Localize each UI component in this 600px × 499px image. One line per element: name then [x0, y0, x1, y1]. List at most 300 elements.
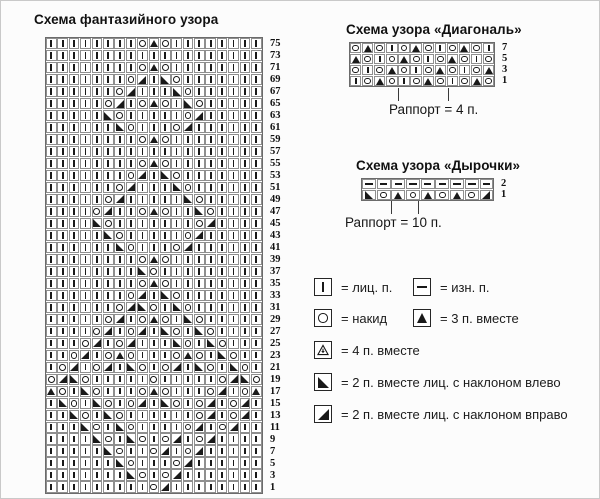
- knit-stitch-icon: [255, 316, 257, 323]
- cell-knit-stitch: [160, 266, 171, 277]
- knit-stitch-icon: [233, 124, 235, 131]
- cell-knit-stitch: [228, 134, 239, 145]
- cell-knit-stitch: [194, 266, 205, 277]
- knit-stitch-icon: [130, 148, 132, 155]
- cell-knit-stitch: [217, 86, 228, 97]
- cell-knit-stitch: [183, 266, 194, 277]
- dec-2-slant-left-icon: [173, 303, 181, 311]
- dec-2-slant-right-icon: [195, 447, 203, 455]
- yarn-over-icon: [162, 100, 169, 107]
- knit-stitch-icon: [176, 232, 178, 239]
- cell-knit-stitch: [80, 266, 91, 277]
- purl-stitch-icon: [453, 183, 461, 185]
- yarn-over-icon: [173, 328, 180, 335]
- cell-knit-stitch: [80, 230, 91, 241]
- knit-stitch-icon: [187, 472, 189, 479]
- knit-stitch-icon: [176, 256, 178, 263]
- knit-stitch-icon: [187, 268, 189, 275]
- cell-yarn-over: [137, 62, 148, 73]
- dec-2-slant-left-icon: [195, 327, 203, 335]
- cell-knit-stitch: [114, 362, 125, 373]
- dec-2-slant-left-icon: [195, 207, 203, 215]
- cell-knit-stitch: [160, 146, 171, 157]
- cell-knit-stitch: [126, 481, 137, 492]
- cell-knit-stitch: [92, 302, 103, 313]
- knit-stitch-icon: [73, 148, 75, 155]
- cell-dec-2-slant-left: [160, 290, 171, 301]
- cell-knit-stitch: [251, 410, 262, 421]
- cell-dec-2-slant-right: [126, 182, 137, 193]
- knit-stitch-icon: [62, 328, 64, 335]
- cell-knit-stitch: [57, 338, 68, 349]
- cell-knit-stitch: [205, 86, 216, 97]
- cell-knit-stitch: [137, 457, 148, 468]
- yarn-over-icon: [116, 304, 123, 311]
- cell-yarn-over: [171, 350, 182, 361]
- knit-3-together-icon: [150, 64, 158, 71]
- cell-knit-stitch: [228, 338, 239, 349]
- knit-stitch-icon: [62, 208, 64, 215]
- knit-stitch-icon: [153, 352, 155, 359]
- cell-knit-stitch: [46, 350, 57, 361]
- knit-stitch-icon: [233, 136, 235, 143]
- knit-stitch-icon: [233, 268, 235, 275]
- cell-knit-stitch: [160, 182, 171, 193]
- row-number: 41: [270, 241, 281, 253]
- cell-knit-stitch: [126, 445, 137, 456]
- cell-knit-stitch: [240, 230, 251, 241]
- yarn-over-icon: [116, 412, 123, 419]
- knit-stitch-icon: [198, 280, 200, 287]
- cell-knit-stitch: [149, 350, 160, 361]
- cell-yarn-over: [114, 230, 125, 241]
- knit-stitch-icon: [50, 280, 52, 287]
- knit-stitch-icon: [142, 88, 144, 95]
- cell-yarn-over: [362, 54, 373, 64]
- knit-stitch-icon: [62, 172, 64, 179]
- yarn-over-icon: [139, 472, 146, 479]
- cell-yarn-over: [160, 362, 171, 373]
- knit-stitch-icon: [488, 45, 490, 52]
- cell-knit-stitch: [69, 86, 80, 97]
- cell-knit-stitch: [149, 170, 160, 181]
- cell-knit-stitch: [217, 98, 228, 109]
- cell-knit-stitch: [183, 326, 194, 337]
- knit-stitch-icon: [198, 292, 200, 299]
- knit-stitch-icon: [142, 484, 144, 491]
- dec-2-slant-left-icon: [70, 411, 78, 419]
- legend-item-3together: [413, 309, 519, 327]
- knit-stitch-icon: [119, 484, 121, 491]
- cell-knit-stitch: [80, 62, 91, 73]
- cell-knit-stitch: [205, 350, 216, 361]
- cell-knit-stitch: [217, 206, 228, 217]
- cell-knit-stitch: [160, 86, 171, 97]
- cell-knit-stitch: [126, 206, 137, 217]
- row-number: 5: [270, 457, 276, 469]
- dec-2-slant-left-icon: [127, 435, 135, 443]
- cell-yarn-over: [171, 290, 182, 301]
- cell-dec-2-slant-left: [57, 398, 68, 409]
- yarn-over-icon: [196, 316, 203, 323]
- knit-stitch-icon: [176, 280, 178, 287]
- knit-stitch-icon: [119, 52, 121, 59]
- knit-stitch-icon: [62, 244, 64, 251]
- cell-yarn-over: [103, 98, 114, 109]
- knit-stitch-icon: [119, 148, 121, 155]
- knit-stitch-icon: [255, 328, 257, 335]
- yarn-over-icon: [185, 424, 192, 431]
- cell-knit-stitch: [92, 314, 103, 325]
- yarn-over-icon: [173, 76, 180, 83]
- cell-knit-stitch: [137, 218, 148, 229]
- yarn-over-icon: [468, 192, 475, 199]
- cell-knit-stitch: [217, 326, 228, 337]
- cell-yarn-over: [205, 386, 216, 397]
- knit-stitch-icon: [255, 136, 257, 143]
- cell-knit-stitch: [228, 445, 239, 456]
- dec-2-slant-right-icon: [173, 471, 181, 479]
- cell-knit-stitch: [251, 457, 262, 468]
- cell-knit-stitch: [171, 218, 182, 229]
- yarn-over-icon: [461, 78, 468, 85]
- knit-stitch-icon: [96, 196, 98, 203]
- knit-3-together-icon: [453, 192, 461, 199]
- yarn-over-icon: [219, 424, 226, 431]
- legend-label: = 3 п. вместе: [440, 310, 519, 326]
- knit-stitch-icon: [221, 124, 223, 131]
- cell-yarn-over: [374, 43, 385, 53]
- cell-knit-stitch: [46, 122, 57, 133]
- knit-stitch-icon: [233, 472, 235, 479]
- cell-knit-stitch: [137, 110, 148, 121]
- yarn-over-icon: [449, 67, 456, 74]
- cell-knit-stitch: [46, 146, 57, 157]
- cell-knit-stitch: [46, 338, 57, 349]
- cell-knit-stitch: [137, 350, 148, 361]
- row-number: 3: [502, 64, 508, 75]
- dec-2-slant-right-icon: [195, 423, 203, 431]
- yarn-over-icon: [230, 352, 237, 359]
- cell-knit-stitch: [350, 76, 361, 86]
- knit-stitch-icon: [96, 460, 98, 467]
- cell-dec-2-slant-left: [103, 410, 114, 421]
- cell-knit-stitch: [126, 158, 137, 169]
- cell-knit-stitch: [46, 206, 57, 217]
- knit-stitch-icon: [176, 136, 178, 143]
- knit-stitch-icon: [130, 196, 132, 203]
- knit-stitch-icon: [50, 76, 52, 83]
- cell-knit-stitch: [217, 122, 228, 133]
- cell-knit-stitch: [46, 481, 57, 492]
- yarn-over-icon: [128, 76, 135, 83]
- cell-knit-stitch: [171, 158, 182, 169]
- knit-stitch-icon: [142, 244, 144, 251]
- cell-knit-stitch: [69, 457, 80, 468]
- cell-knit-stitch: [240, 326, 251, 337]
- cell-yarn-over: [228, 350, 239, 361]
- cell-purl-stitch: [362, 179, 376, 189]
- cell-knit-stitch: [205, 278, 216, 289]
- cell-knit-stitch: [240, 146, 251, 157]
- cell-yarn-over: [194, 314, 205, 325]
- knit-stitch-icon: [62, 184, 64, 191]
- knit-stitch-icon: [233, 160, 235, 167]
- dec-2-slant-left-icon: [116, 243, 124, 251]
- cell-knit-stitch: [80, 218, 91, 229]
- knit-stitch-icon: [50, 124, 52, 131]
- dec-2-slant-left-icon: [127, 363, 135, 371]
- knit-stitch-icon: [233, 340, 235, 347]
- dec-2-slant-left-icon: [104, 112, 112, 120]
- knit-stitch-icon: [96, 484, 98, 491]
- knit-stitch-icon: [107, 244, 109, 251]
- yarn-over-icon: [380, 192, 387, 199]
- yarn-over-icon: [139, 280, 146, 287]
- cell-knit-stitch: [149, 182, 160, 193]
- cell-knit-stitch: [57, 146, 68, 157]
- knit-stitch-icon: [85, 448, 87, 455]
- cell-yarn-over: [160, 278, 171, 289]
- cell-knit-stitch: [194, 481, 205, 492]
- knit-stitch-icon: [255, 232, 257, 239]
- cell-knit-stitch: [183, 278, 194, 289]
- knit-stitch-icon: [107, 40, 109, 47]
- cell-knit-stitch: [205, 158, 216, 169]
- knit-stitch-icon: [255, 352, 257, 359]
- knit-3-together-icon: [150, 316, 158, 323]
- cell-yarn-over: [171, 74, 182, 85]
- cell-knit-stitch: [251, 350, 262, 361]
- knit-stitch-icon: [221, 160, 223, 167]
- knit-stitch-icon: [187, 220, 189, 227]
- knit-stitch-icon: [85, 472, 87, 479]
- cell-dec-2-slant-right: [92, 338, 103, 349]
- cell-knit-stitch: [205, 98, 216, 109]
- knit-stitch-icon: [198, 256, 200, 263]
- knit-stitch-icon: [255, 292, 257, 299]
- cell-knit-3-together: [149, 254, 160, 265]
- cell-knit-stitch: [46, 242, 57, 253]
- cell-knit-stitch: [137, 410, 148, 421]
- knit-stitch-icon: [233, 232, 235, 239]
- yarn-over-icon: [128, 124, 135, 131]
- cell-knit-stitch: [69, 278, 80, 289]
- cell-dec-2-slant-right: [103, 326, 114, 337]
- cell-yarn-over: [160, 158, 171, 169]
- cell-yarn-over: [183, 338, 194, 349]
- knit-stitch-icon: [221, 280, 223, 287]
- cell-dec-2-slant-right: [137, 290, 148, 301]
- knit-stitch-icon: [176, 376, 178, 383]
- yarn-over-icon: [150, 448, 157, 455]
- cell-knit-stitch: [251, 206, 262, 217]
- cell-knit-3-together: [46, 386, 57, 397]
- cell-dec-2-slant-left: [171, 338, 182, 349]
- yarn-over-icon: [352, 45, 359, 52]
- yarn-over-icon: [173, 460, 180, 467]
- yarn-over-icon: [242, 364, 249, 371]
- knit-stitch-icon: [164, 232, 166, 239]
- cell-knit-stitch: [92, 374, 103, 385]
- knit-stitch-icon: [198, 388, 200, 395]
- cell-knit-stitch: [217, 194, 228, 205]
- yarn-over-icon: [162, 280, 169, 287]
- cell-yarn-over: [57, 386, 68, 397]
- cell-dec-2-slant-left: [92, 218, 103, 229]
- purl-stitch-icon: [395, 183, 403, 185]
- cell-dec-2-slant-left: [137, 266, 148, 277]
- cell-knit-stitch: [137, 146, 148, 157]
- knit-stitch-icon: [176, 388, 178, 395]
- knit-stitch-icon: [244, 196, 246, 203]
- knit-stitch-icon: [210, 304, 212, 311]
- knit-stitch-icon: [96, 244, 98, 251]
- knit-stitch-icon: [221, 64, 223, 71]
- fantasy-chart-title: Схема фантазийного узора: [34, 12, 219, 27]
- knit-stitch-icon: [73, 268, 75, 275]
- yarn-over-icon: [162, 388, 169, 395]
- cell-knit-stitch: [114, 481, 125, 492]
- cell-knit-stitch: [228, 194, 239, 205]
- knit-stitch-icon: [85, 268, 87, 275]
- dec-2-slant-left-icon: [104, 447, 112, 455]
- cell-knit-stitch: [240, 218, 251, 229]
- cell-knit-stitch: [160, 302, 171, 313]
- knit-stitch-icon: [210, 184, 212, 191]
- row-number: 49: [270, 193, 281, 205]
- knit-stitch-icon: [164, 376, 166, 383]
- yarn-over-icon: [196, 100, 203, 107]
- dec-2-slant-left-icon: [318, 377, 329, 388]
- purl-stitch-icon: [417, 286, 427, 288]
- yarn-over-icon: [253, 376, 260, 383]
- cell-knit-stitch: [228, 242, 239, 253]
- cell-knit-stitch: [160, 194, 171, 205]
- cell-knit-3-together: [149, 314, 160, 325]
- cell-knit-stitch: [69, 206, 80, 217]
- cell-knit-stitch: [240, 122, 251, 133]
- knit-stitch-icon: [233, 244, 235, 251]
- knit-stitch-icon: [119, 64, 121, 71]
- knit-stitch-icon: [233, 88, 235, 95]
- knit-stitch-icon: [62, 352, 64, 359]
- knit-stitch-icon: [233, 484, 235, 491]
- cell-knit-stitch: [251, 218, 262, 229]
- cell-knit-stitch: [80, 134, 91, 145]
- cell-yarn-over: [149, 445, 160, 456]
- cell-dec-2-slant-right: [114, 194, 125, 205]
- knit-stitch-icon: [221, 40, 223, 47]
- knit-stitch-icon: [233, 208, 235, 215]
- fantasy-chart-row-numbers: [270, 37, 281, 493]
- cell-knit-stitch: [103, 266, 114, 277]
- cell-yarn-over: [137, 254, 148, 265]
- yarn-over-icon: [93, 328, 100, 335]
- dec-2-slant-right-icon: [127, 303, 135, 311]
- cell-dec-2-slant-right: [137, 74, 148, 85]
- row-number: 65: [270, 97, 281, 109]
- cell-knit-stitch: [80, 182, 91, 193]
- cell-knit-stitch: [251, 74, 262, 85]
- cell-knit-stitch: [228, 457, 239, 468]
- yarn-over-icon: [473, 45, 480, 52]
- yarn-over-icon: [105, 100, 112, 107]
- cell-knit-stitch: [114, 74, 125, 85]
- knit-stitch-icon: [221, 220, 223, 227]
- cell-knit-stitch: [217, 290, 228, 301]
- cell-knit-stitch: [217, 62, 228, 73]
- cell-yarn-over: [80, 374, 91, 385]
- cell-knit-stitch: [217, 146, 228, 157]
- cell-knit-3-together: [350, 54, 361, 64]
- knit-stitch-icon: [96, 292, 98, 299]
- cell-knit-stitch: [114, 326, 125, 337]
- row-number: 53: [270, 169, 281, 181]
- legend-item-4together: [314, 341, 420, 359]
- knit-3-together-icon: [184, 352, 192, 359]
- cell-knit-3-together: [114, 350, 125, 361]
- knit-stitch-icon: [142, 352, 144, 359]
- knit-stitch-icon: [187, 64, 189, 71]
- cell-knit-stitch: [137, 374, 148, 385]
- cell-yarn-over: [137, 98, 148, 109]
- dec-2-slant-right-icon: [207, 399, 215, 407]
- cell-knit-3-together: [435, 65, 446, 75]
- knit-stitch-icon: [85, 172, 87, 179]
- cell-knit-stitch: [46, 98, 57, 109]
- cell-knit-stitch: [149, 457, 160, 468]
- yarn-over-icon: [196, 400, 203, 407]
- knit-stitch-icon: [85, 220, 87, 227]
- row-number: 23: [270, 349, 281, 361]
- knit-stitch-icon: [367, 67, 369, 74]
- cell-knit-stitch: [103, 170, 114, 181]
- cell-dec-2-slant-left: [114, 457, 125, 468]
- cell-knit-stitch: [46, 290, 57, 301]
- cell-knit-stitch: [251, 422, 262, 433]
- row-number: 15: [270, 397, 281, 409]
- cell-knit-stitch: [183, 374, 194, 385]
- cell-yarn-over: [194, 350, 205, 361]
- cell-knit-stitch: [137, 194, 148, 205]
- yarn-over-icon: [185, 304, 192, 311]
- cell-knit-stitch: [46, 38, 57, 49]
- cell-knit-stitch: [205, 445, 216, 456]
- cell-dec-2-slant-right: [137, 326, 148, 337]
- cell-knit-stitch: [103, 481, 114, 492]
- cell-knit-stitch: [149, 122, 160, 133]
- knit-stitch-icon: [107, 124, 109, 131]
- cell-knit-stitch: [217, 266, 228, 277]
- knit-stitch-icon: [187, 160, 189, 167]
- cell-knit-stitch: [46, 314, 57, 325]
- cell-dec-2-slant-left: [126, 433, 137, 444]
- dec-2-slant-right-icon: [230, 375, 238, 383]
- cell-dec-2-slant-right: [205, 410, 216, 421]
- cell-knit-stitch: [57, 74, 68, 85]
- knit-stitch-icon: [176, 100, 178, 107]
- knit-stitch-icon: [130, 208, 132, 215]
- cell-dec-2-slant-left: [183, 98, 194, 109]
- cell-knit-stitch: [228, 62, 239, 73]
- cell-dec-2-slant-right: [183, 122, 194, 133]
- knit-stitch-icon: [85, 40, 87, 47]
- knit-stitch-icon: [153, 220, 155, 227]
- yarn-over-icon: [150, 304, 157, 311]
- knit-stitch-icon: [96, 184, 98, 191]
- knit-stitch-icon: [107, 292, 109, 299]
